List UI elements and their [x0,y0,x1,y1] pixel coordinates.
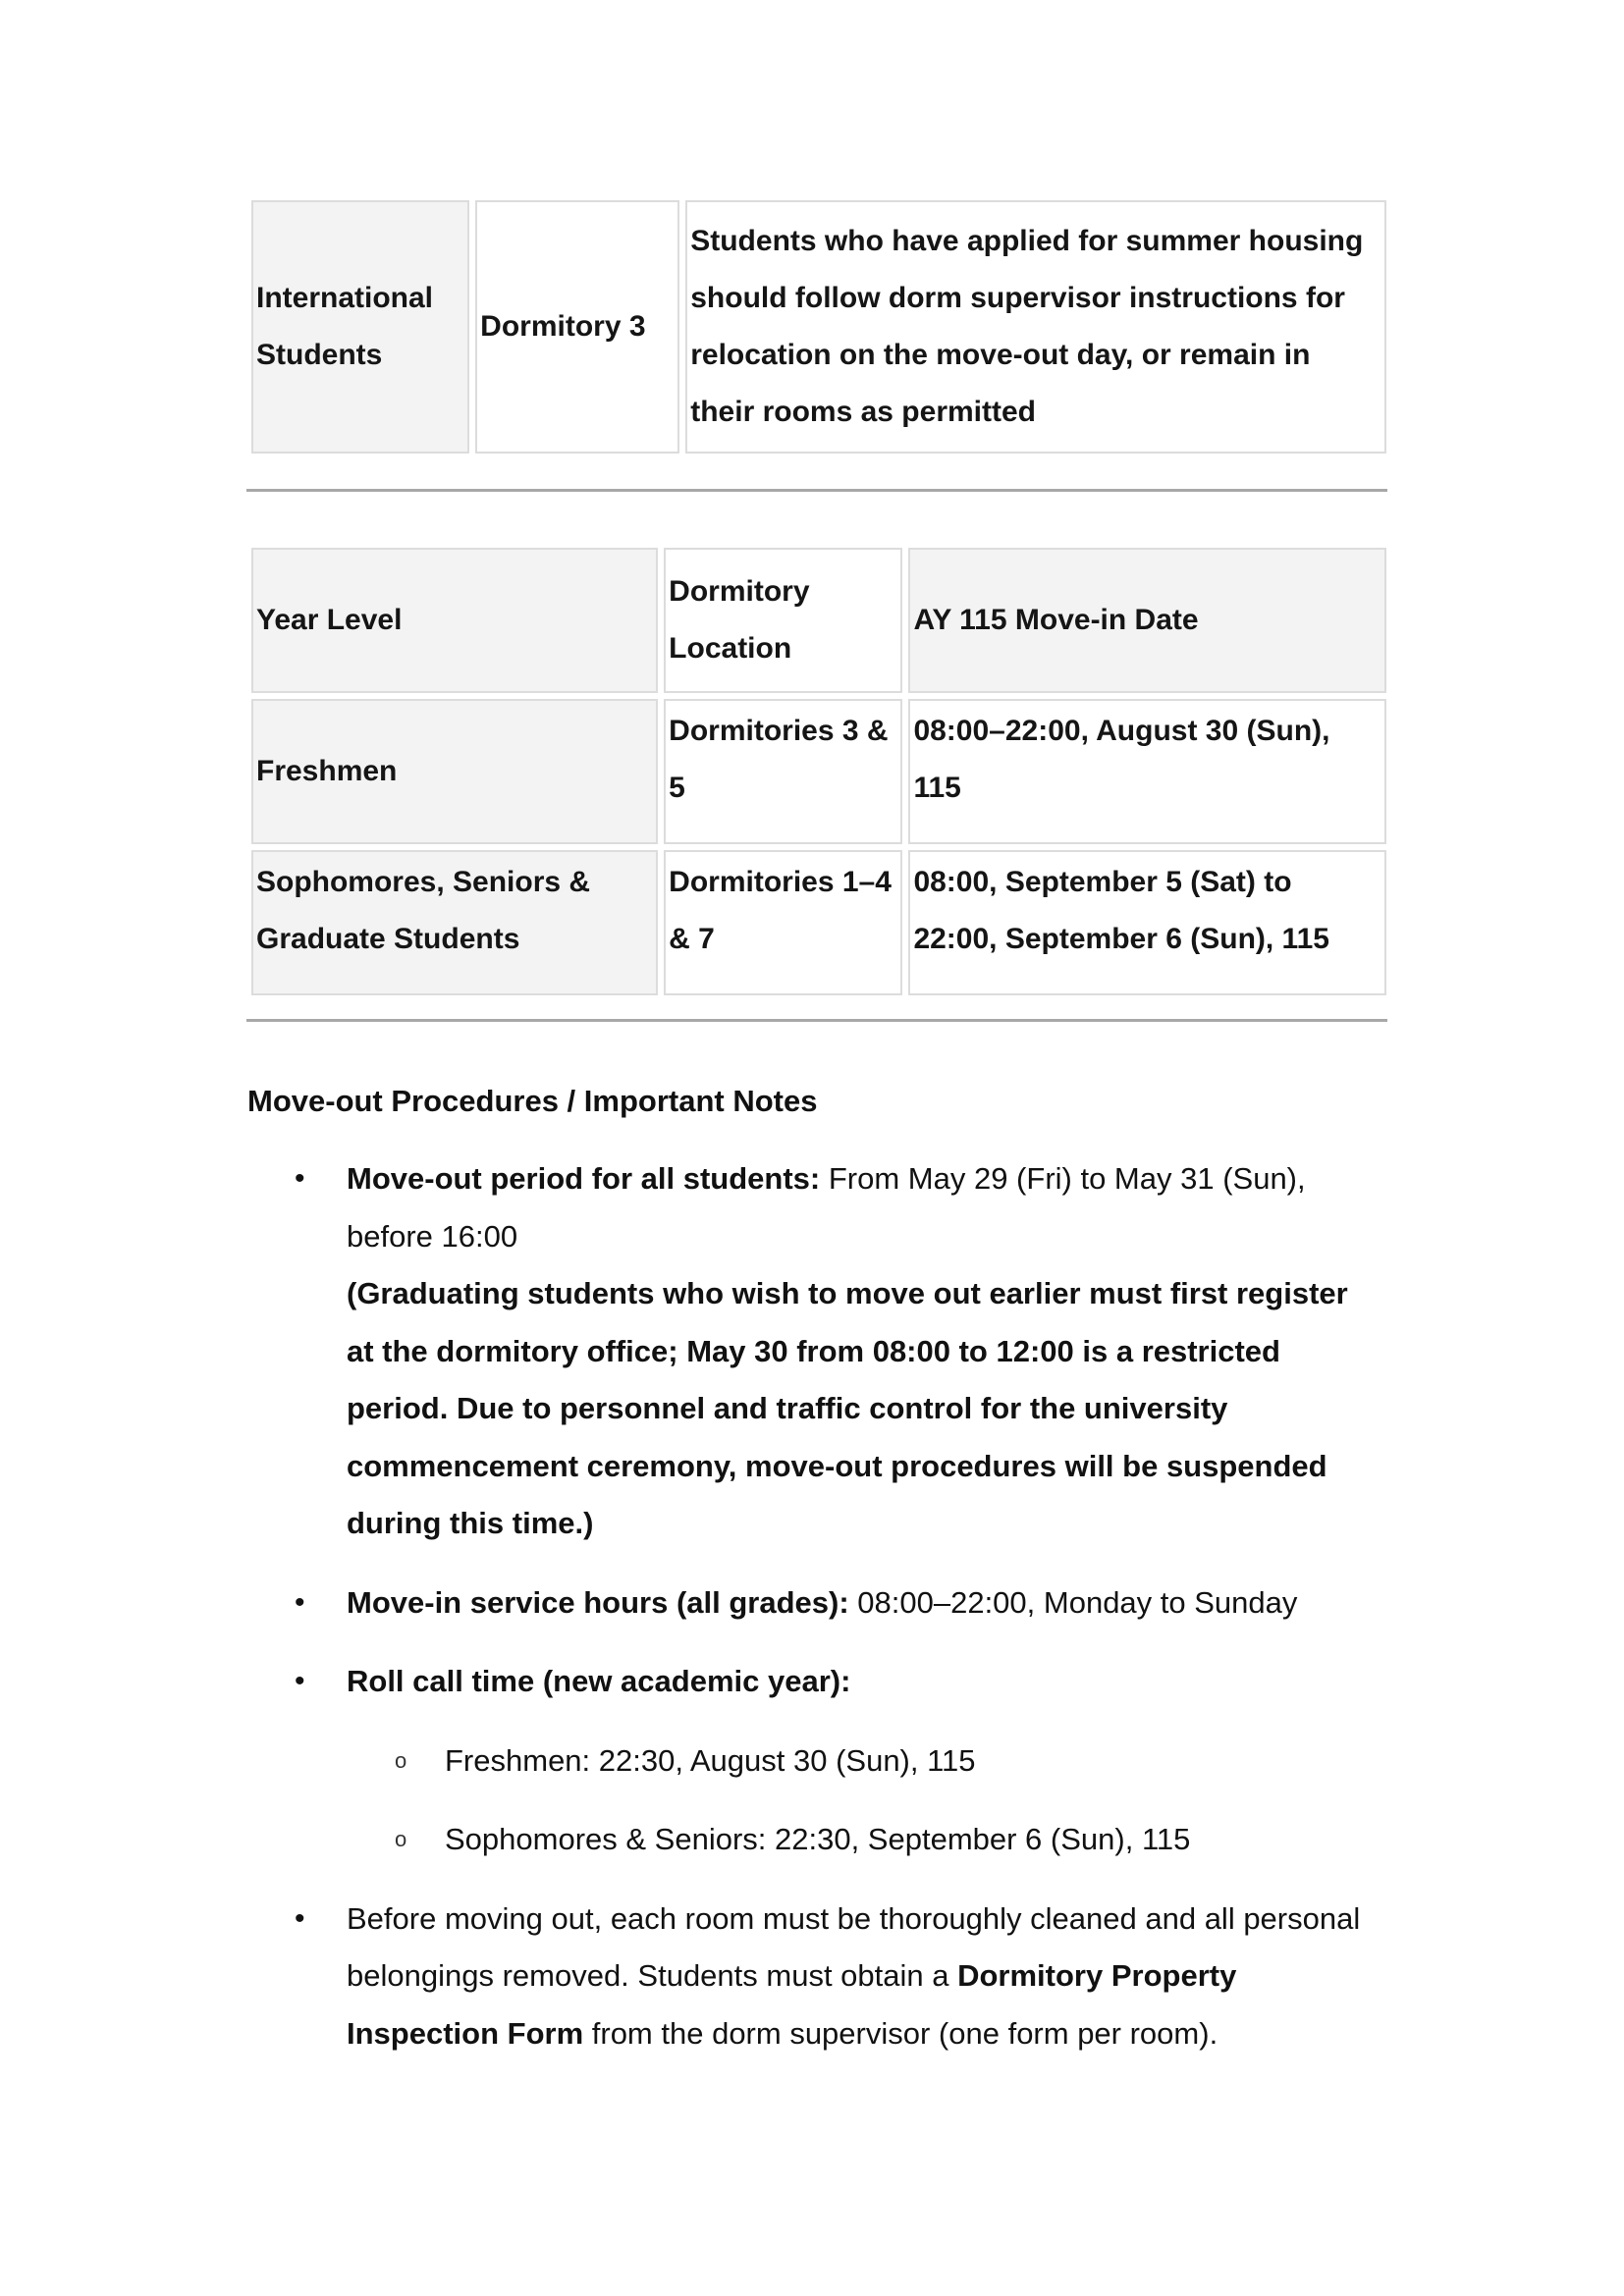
bullet-icon: • [295,1665,305,1697]
note-text: From May 29 (Fri) to May 31 (Sun), before 16:00 [347,1161,1306,1254]
column-header-year-level: Year Level [251,548,658,693]
table-cell-dormitory-location: Dormitories 3 & 5 [664,699,902,844]
section-heading: Move-out Procedures / Important Notes [247,1084,818,1118]
international-students-table [245,194,1392,459]
sub-list-item [0,1733,1624,1790]
list-item [0,1891,1624,2063]
note-label: Move-in service hours (all grades): [347,1584,849,1620]
column-header-dormitory-location: Dormitory Location [664,548,902,693]
sub-item-text: Freshmen: 22:30, August 30 (Sun), 115 [445,1742,976,1778]
note-bold-detail: (Graduating students who wish to move out earlier must first register at the dormitory office; May 30 from 08:00 to 12:00 is a restricted period. Due to personnel and traffic control for the university commencement ceremony, move-out procedures will be suspended during this time.) [347,1276,1348,1540]
table-cell-group: International Students [251,200,469,454]
sub-list-item [0,1811,1624,1869]
table-cell-move-in-date: 08:00, September 5 (Sat) to 22:00, September 6 (Sun), 115 [908,850,1386,995]
note-label: Move-out period for all students: [347,1161,821,1196]
table-row [251,699,1386,844]
divider [246,1019,1387,1022]
move-in-schedule-table [245,542,1392,1001]
table-row [251,200,1386,454]
list-item [0,1575,1624,1632]
divider [246,489,1387,492]
note-label: Roll call time (new academic year): [347,1664,851,1698]
note-text: 08:00–22:00, Monday to Sunday [848,1584,1298,1620]
table-cell-dormitory-location: Dormitories 1–4 & 7 [664,850,902,995]
list-item [0,1150,1624,1553]
bullet-icon: • [295,1585,305,1619]
sub-item-text: Sophomores & Seniors: 22:30, September 6 (Sun), 115 [445,1822,1191,1856]
note-text: Before moving out, each room must be thoroughly cleaned and all personal belongings removed. Students must obtain a [347,1900,1361,1993]
table-cell-note: Students who have applied for summer housing should follow dorm supervisor instructions for relocation on the move-out day, or remain in their rooms as permitted [685,200,1386,454]
sub-bullet-icon: o [395,1827,407,1851]
table-row [251,850,1386,995]
table-cell-year-level: Sophomores, Seniors & Graduate Students [251,850,658,995]
sub-list [0,1733,1624,1869]
column-header-move-in-date: AY 115 Move-in Date [908,548,1386,693]
notes-list [0,1150,1624,2062]
bullet-icon: • [295,1162,305,1195]
sub-bullet-icon: o [395,1747,407,1773]
table-header-row [251,548,1386,693]
list-item [0,1653,1624,1711]
table-cell-move-in-date: 08:00–22:00, August 30 (Sun), 115 [908,699,1386,844]
bullet-icon: • [295,1901,305,1935]
note-bold-term: Dormitory Property Inspection Form [347,1958,1237,2051]
table-cell-dormitory: Dormitory 3 [475,200,679,454]
sub-list-container [0,1733,1624,1869]
note-text: from the dorm supervisor (one form per room). [583,2015,1218,2051]
table-cell-year-level: Freshmen [251,699,658,844]
